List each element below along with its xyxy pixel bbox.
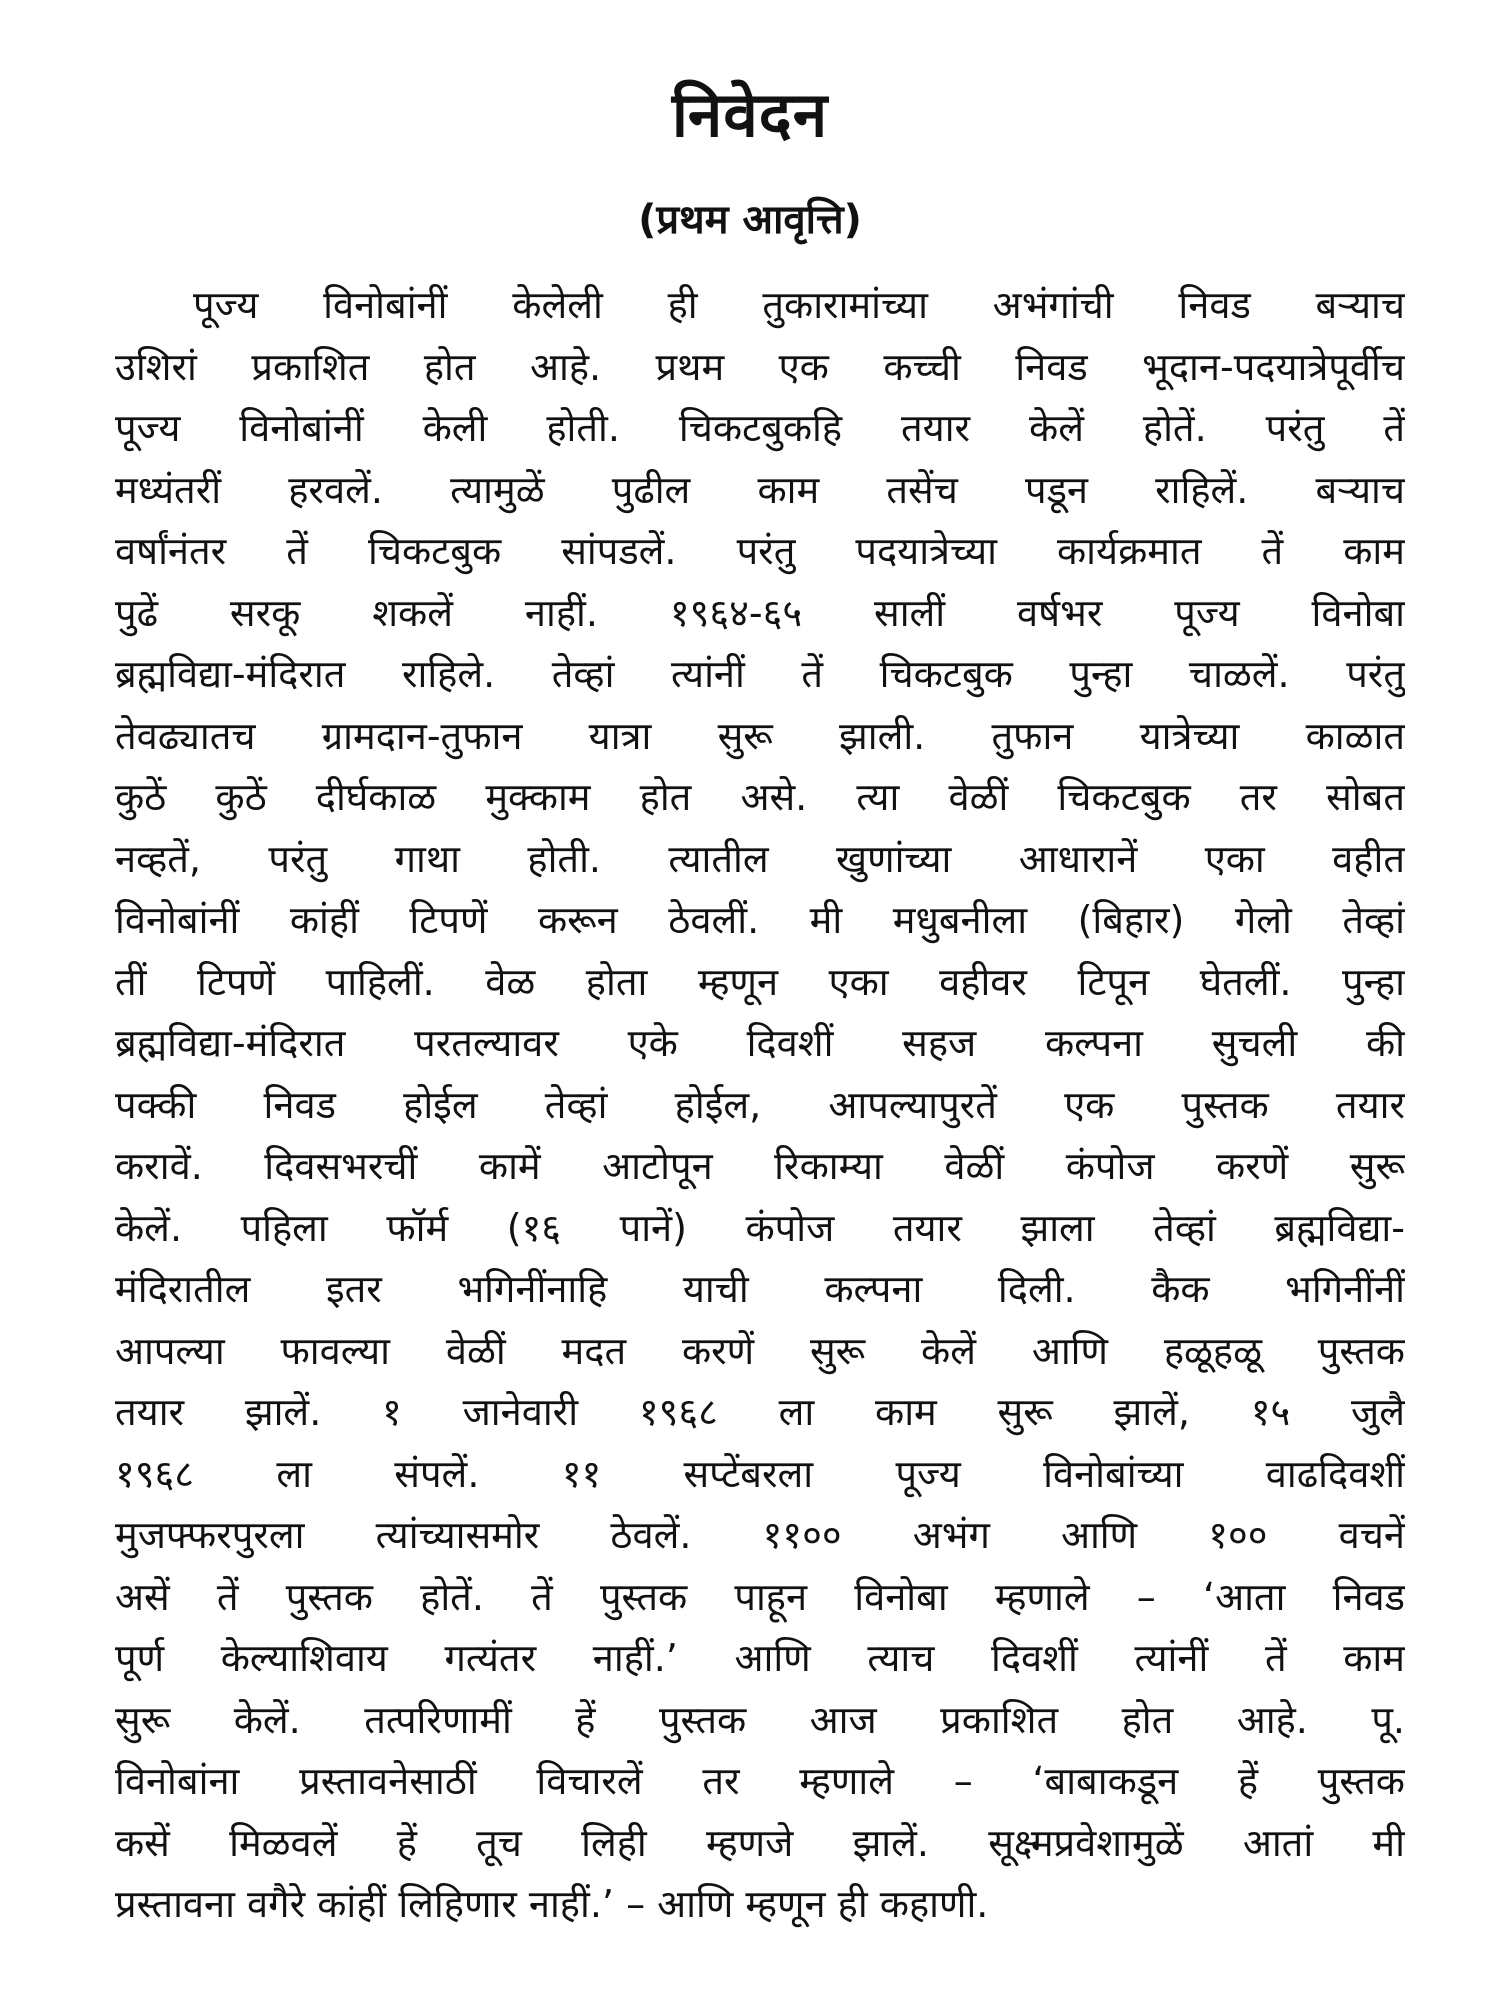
text-line: विनोबांना प्रस्तावनेसाठीं विचारलें तर म्हणाले – ‘बाबाकडून हें पुस्तक [115,1759,1405,1803]
text-line: उशिरां प्रकाशित होत आहे. प्रथम एक कच्ची निवड भूदान-पदयात्रेपूर्वीच [115,344,1405,389]
text-line: तीं टिपणें पाहिलीं. वेळ होता म्हणून एका वहीवर टिपून घेतलीं. पुन्हा [115,959,1405,1004]
text-line: पूज्य विनोबांनीं केलेली ही तुकारामांच्या अभंगांची निवड बऱ्याच [193,283,1405,327]
text-line: ब्रह्मविद्या-मंदिरात राहिले. तेव्हां त्यांनीं तें चिकटबुक पुन्हा चाळलें. परंतु [115,652,1405,696]
text-line: करावें. दिवसभरचीं कामें आटोपून रिकाम्या वेळीं कंपोज करणें सुरू [115,1144,1405,1188]
body-paragraph [115,275,1405,1936]
text-line: पूज्य विनोबांनीं केली होती. चिकटबुकहि तयार केलें होतें. परंतु तें [115,406,1405,450]
text-line: नव्हतें, परंतु गाथा होती. त्यातील खुणांच्या आधारानें एका वहीत [115,836,1405,881]
text-line: मंदिरातील इतर भगिनींनाहि याची कल्पना दिली. कैक भगिनींनीं [115,1267,1405,1311]
text-line: १९६८ ला संपलें. ११ सप्टेंबरला पूज्य विनोबांच्या वाढदिवशीं [115,1451,1405,1496]
text-line: सुरू केलें. तत्परिणामीं हें पुस्तक आज प्रकाशित होत आहे. पू. [115,1697,1405,1742]
text-line: विनोबांनीं कांहीं टिपणें करून ठेवलीं. मी मधुबनीला (बिहार) गेलो तेव्हां [115,898,1405,942]
text-line: मध्यंतरीं हरवलें. त्यामुळें पुढील काम तसेंच पडून राहिलें. बऱ्याच [115,467,1405,512]
text-line: आपल्या फावल्या वेळीं मदत करणें सुरू केलें आणि हळूहळू पुस्तक [115,1328,1405,1373]
text-line: वर्षांनंतर तें चिकटबुक सांपडलें. परंतु पदयात्रेच्या कार्यक्रमात तें काम [115,529,1405,573]
text-line: पक्की निवड होईल तेव्हां होईल, आपल्यापुरतें एक पुस्तक तयार [115,1082,1405,1127]
text-line: केलें. पहिला फॉर्म (१६ पानें) कंपोज तयार झाला तेव्हां ब्रह्मविद्या- [115,1205,1405,1250]
text-line: प्रस्तावना वगैरे कांहीं लिहिणार नाहीं.’ – आणि म्हणून ही कहाणी. [115,1882,989,1926]
text-line: तेवढ्यातच ग्रामदान-तुफान यात्रा सुरू झाली. तुफान यात्रेच्या काळात [115,713,1405,758]
text-line: कसें मिळवलें हें तूच लिही म्हणजे झालें. सूक्ष्मप्रवेशामुळें आतां मी [115,1820,1405,1865]
text-line: असें तें पुस्तक होतें. तें पुस्तक पाहून विनोबा म्हणाले – ‘आता निवड [115,1574,1405,1619]
text-line: पुढें सरकू शकलें नाहीं. १९६४-६५ सालीं वर्षभर पूज्य विनोबा [115,590,1405,635]
text-line: मुजफ्फरपुरला त्यांच्यासमोर ठेवलें. ११०० अभंग आणि १०० वचनें [115,1513,1405,1557]
text-line: कुठें कुठें दीर्घकाळ मुक्काम होत असे. त्या वेळीं चिकटबुक तर सोबत [115,775,1405,819]
text-line: तयार झालें. १ जानेवारी १९६८ ला काम सुरू झालें, १५ जुलै [115,1390,1405,1434]
text-line: ब्रह्मविद्या-मंदिरात परतल्यावर एके दिवशीं सहज कल्पना सुचली की [115,1021,1405,1065]
page-title: निवेदन [671,78,829,151]
text-line: पूर्ण केल्याशिवाय गत्यंतर नाहीं.’ आणि त्याच दिवशीं त्यांनीं तें काम [115,1636,1405,1680]
page-subtitle: (प्रथम आवृत्ति) [638,197,862,243]
